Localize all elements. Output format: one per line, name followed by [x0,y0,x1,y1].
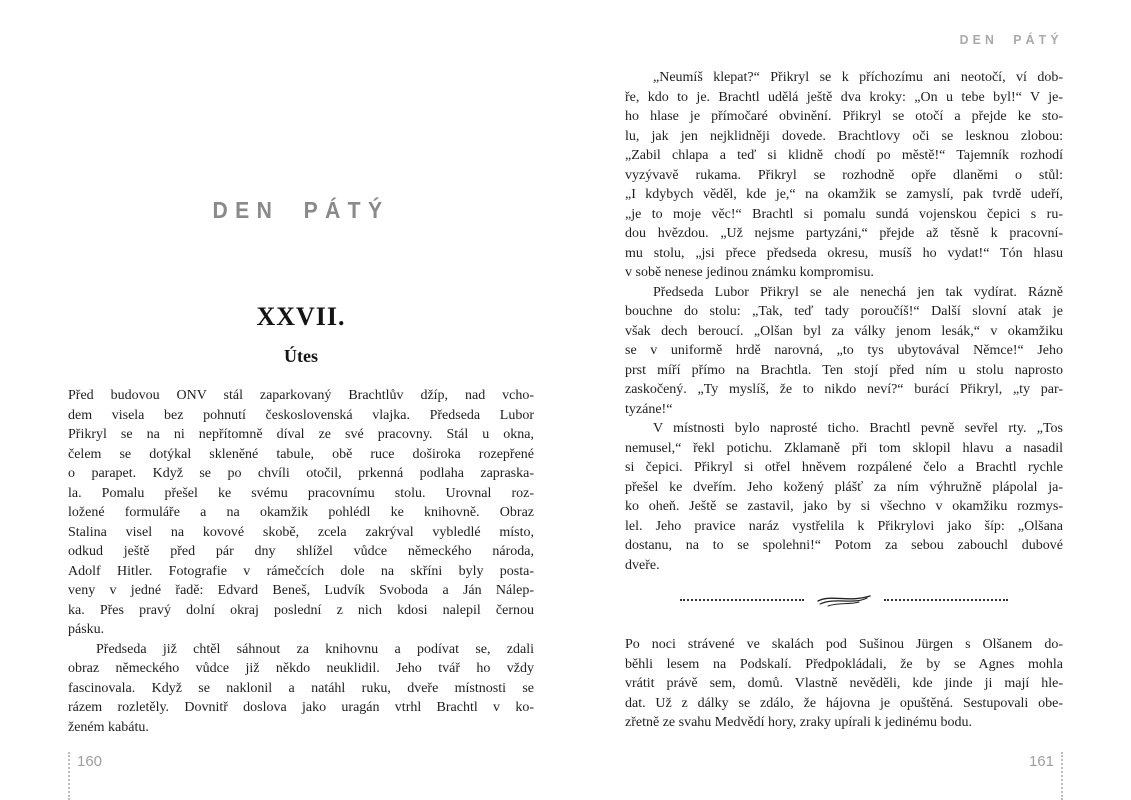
section-subtitle: Útes [284,346,318,366]
page-number-right [1029,752,1063,800]
right-page-text-top [625,68,1063,575]
text-line: lel. Jeho pravice naráz vystřelila k Přikrylovi jako šíp: „Olšana [625,518,1063,534]
text-line: v sobě nenese jedinou známku kompromisu. [625,265,874,280]
folio-dotted-rule-left [68,752,70,800]
text-line: ře, kdo to je. Brachtl udělá ještě dva kroky: „On u tebe byl!“ V je- [625,89,1063,105]
chapter-title: DEN PÁTÝ [212,197,390,223]
text-line: tyzáne!“ [625,401,673,417]
paragraph [625,635,1063,733]
text-line: la. Pomalu přešel ke svému pracovnímu stolu. Urovnal roz- [68,485,534,501]
divider-dots-left [680,599,804,601]
paragraph [68,386,534,640]
right-page-text-bottom [625,635,1063,733]
text-line: rázem rozletěly. Dovnitř doslova jako uragán vtrhl Brachtl v ko- [68,700,534,715]
text-line: vyzývavě rukama. Přikryl se rozhodně opře dlaněmi o stůl: [625,167,1063,183]
text-line: Adolf Hitler. Fotografie v rámečcích dole na skříni byly posta- [68,563,534,579]
text-line: o parapet. Když se po chvíli otočil, prkenná podlaha zapraska- [68,466,534,481]
text-line: si čepici. Přikryl si otřel hněvem rozpálené čelo a Brachtl rychle [625,460,1063,475]
text-line: obraz německého vůdce již někdo neuklidil. Jeho tvář ho vždy [68,661,534,676]
text-line: ženém kabátu. [68,719,149,735]
text-line: se v uniformě hrdě narovná, „to tys ubytovával Němce!“ Jeho [625,343,1063,358]
text-line: zřetně ze svahu Medvědí hory, zraky upírali k jedinému bodu. [625,715,973,730]
text-line: „Neumíš klepat?“ Přikryl se k příchozímu ani neotočí, ví dob- [653,70,1063,85]
paragraph [625,283,1063,420]
text-line: fascinovala. Když se naklonil a natáhl ruku, dveře místnosti se [68,680,534,696]
text-line: prst míří přímo na Brachtla. Ten stojí před ním u stolu naprosto [625,362,1063,378]
text-line: ho hlase je přímočaré obvinění. Přikryl se otočí a přejde ke sto- [625,109,1063,124]
text-line: dostanu, na to se spolehni!“ Potom za sebou zabouchl dubové [625,538,1063,553]
text-line: vrátit právě sem, domů. Vlastně nevěděli, kde jinde ji mají hle- [625,676,1063,691]
text-line: „je to moje věc!“ Brachtl si pomalu sundá vojenskou čepici s ru- [625,206,1063,222]
running-header: DEN PÁTÝ [959,32,1063,47]
page-right [625,0,1063,800]
section-divider [625,592,1063,608]
text-line: Předseda již chtěl sáhnout za knihovnu a podívat se, zdali [96,641,534,657]
text-line: ka. Přes pravý dolní okraj poslední z nich kdosi nalepil černou [68,602,534,618]
folio-dotted-rule-right [1061,752,1063,800]
section-number: XXVII. [256,302,346,331]
text-line: „I kdybych věděl, kde je,“ na okamžik se zamyslí, pak tvrdě udeří, [625,187,1063,202]
paragraph [625,419,1063,575]
text-line: dveře. [625,557,660,573]
text-line: lu, jak jen nejklidněji dovede. Brachtlovy oči se lesknou zlobou: [625,128,1063,144]
text-line: mu stolu, „jsi přece předseda okresu, musíš ho vydat!“ Tón hlasu [625,245,1063,261]
paragraph [625,68,1063,283]
text-line: veny v jedné řadě: Edvard Beneš, Ludvík Svoboda a Ján Nálep- [68,583,534,598]
text-line: běhli lesem na Podskalí. Předpokládali, že by se Agnes mohla [625,656,1063,672]
paragraph [68,640,534,738]
page-left [68,0,534,800]
divider-dots-right [884,599,1008,601]
text-line: však dech beroucí. „Olšan byl za války jenom lesák,“ v okamžiku [625,323,1063,339]
folio-number: 160 [77,753,103,770]
text-line: bouchne do stolu: „Tak, teď tady poroučíš!“ Další slovní atak je [625,304,1063,319]
text-line: odkud ještě před pár dny shlížel vůdce německého národa, [68,544,534,559]
swash-ornament-icon [815,592,873,608]
left-page-text [68,386,534,737]
text-line: dat. Už z dálky se zdálo, že hájovna je opuštěná. Sestupovali obe- [625,695,1063,711]
text-line: dou hvězdou. „Už nejsme partyzáni,“ přejde až těsně k pracovní- [625,226,1063,241]
text-line: ko oheň. Ještě se zastavil, jako by si všechno v okamžiku rozmys- [625,499,1063,514]
text-line: ložené formuláře a na okamžik pohlédl ke knihovně. Obraz [68,505,534,520]
text-line: dem visela bez pohnutí československá vlajka. Předseda Lubor [68,407,534,423]
text-line: pásku. [68,622,105,637]
page-number-left [68,752,102,800]
text-line: nemusel,“ řekl potichu. Zklamaně při tom sklopil hlavu a nasadil [625,440,1063,456]
text-line: Po noci strávené ve skalách pod Sušinou Jürgen s Olšanem do- [625,637,1063,652]
text-line: Před budovou ONV stál zaparkovaný Brachtlův džíp, nad vcho- [68,388,534,403]
text-line: zaskočený. „Ty myslíš, že to nikdo neví?“ burácí Přikryl, „ty par- [625,382,1063,397]
text-line: přešel ke dveřím. Jeho kožený plášť za ním výhružně plápolal ja- [625,479,1063,495]
text-line: „Zabil chlapa a teď si klidně chodí po městě!“ Tajemník rozhodí [625,148,1063,163]
text-line: Přikryl se na ni nepřítomně díval ze své pracovny. Stál u okna, [68,427,534,442]
folio-number: 161 [1028,753,1054,770]
text-line: Stalina visel na kovové skobě, zcela zakrýval vybledlé místo, [68,524,534,540]
text-line: V místnosti bylo naprosté ticho. Brachtl pevně sevřel rty. „Tos [653,421,1063,436]
text-line: čelem se dotýkal skleněné tabule, obě ruce doširoka rozepřené [68,446,534,462]
text-line: Předseda Lubor Přikryl se ale nenechá jen tak vydírat. Rázně [653,284,1063,300]
